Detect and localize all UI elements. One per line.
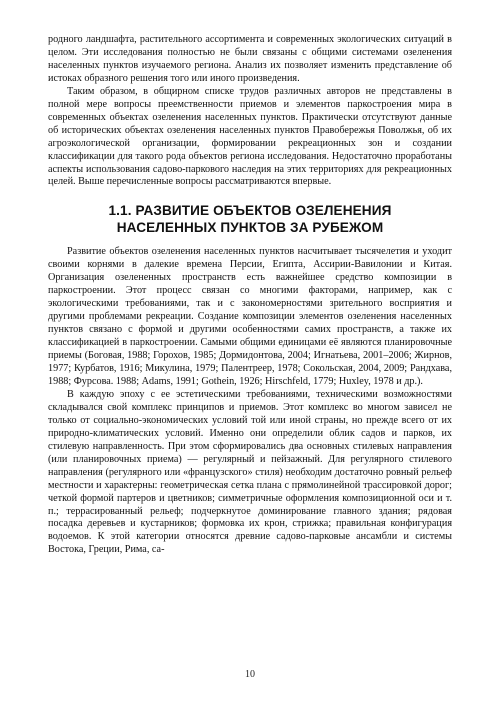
page-number: 10 <box>245 669 255 680</box>
section-heading <box>48 202 452 236</box>
paragraph-literature-summary: Таким образом, в общирном списке трудов различных авторов не представлены в полной мере вопросы преемственности приемов и элементов паркостроения мира в современных объектах озеленения населенных пунктов. Практически отсутствуют данные об исторических объектах озеленения населенных пунктов Правобережья Поволжья, об их агроэкологической организации, формировании рекреационных зон и создании классификации для такого рода объектов региона исследования. Недостаточно проработаны аспекты использования садово-паркового наследия на этих территориях для рекреационных целей. Выше перечисленные вопросы рассматриваются впервые. <box>48 85 452 188</box>
page-body <box>48 34 452 557</box>
section-heading-line-2: НАСЕЛЕННЫХ ПУНКТОВ ЗА РУБЕЖОМ <box>116 220 384 236</box>
paragraph-styles-epochs: В каждую эпоху с ее эстетическими требованиями, техническими возможностями складывался свой комплекс принципов и приемов. Этот комплекс во многом зависел не только от социально-экономических условий той или иной страны, но прежде всего от их природно-климатических условий. Именно они определили облик садов и парков, их стилевую направленность. При этом сформировались два основных стилевых направления (или планировочных приема) — регулярный и пейзажный. Для регулярного стилевого направления (регулярного или «французского» стиля) необходим достаточно ровный рельеф местности и характерны: геометрическая сетка плана с прямолинейной трассировкой дорог; четкой формой партеров и цветников; симметричные оформления композиционной оси и т. п.; террасированный рельеф; подчеркнутое доминирование главного здания; рядовая посадка деревьев и кустарников; формовка их крон, стрижка; правильная конфигурация водоемов. К этой категории относятся древние садово-парковые ансамбли и системы Востока, Греции, Рима, са- <box>48 388 452 556</box>
section-heading-line-1: 1.1. РАЗВИТИЕ ОБЪЕКТОВ ОЗЕЛЕНЕНИЯ <box>108 203 392 219</box>
paragraph-development-history: Развитие объектов озеленения населенных пунктов насчитывает тысячелетия и уходит своими корнями в далекие времена Персии, Египта, Ассирии-Вавилонии и Китая. Организация озелененных пространств есть важнейшее средство композиции в паркостроении. Этот процесс связан со многими факторами, например, как с экологическими требованиями, так и с закономерностями зрительного восприятия и другими проблемами рекреации. Создание композиции элементов озеленения населенных пунктов связано с формой и другими особенностями самих пространств, а также их классификацией в паркостроении. Самыми общими единицами её являются планировочные приемы (Боговая, 1988; Горохов, 1985; Дормидонтова, 2004; Игнатьева, 2001–2006; Жирнов, 1977; Курбатов, 1916; Микулина, 1979; Палентреер, 1978; Сокольская, 2004, 2009; Рандхава, 1988; Фурсова. 1988; Adams, 1991; Gothein, 1926; Hirschfeld, 1779; Huxley, 1978 и др.). <box>48 246 452 387</box>
paragraph-intro-continuation: родного ландшафта, растительного ассортимента и современных экологических ситуаций в целом. Эти исследования полностью не были связаны с общими системами озеленения населенных пунктов изучаемого региона. Анализ их позволяет изменить представление об истоках образного решения того или иного произведения. <box>48 34 452 84</box>
